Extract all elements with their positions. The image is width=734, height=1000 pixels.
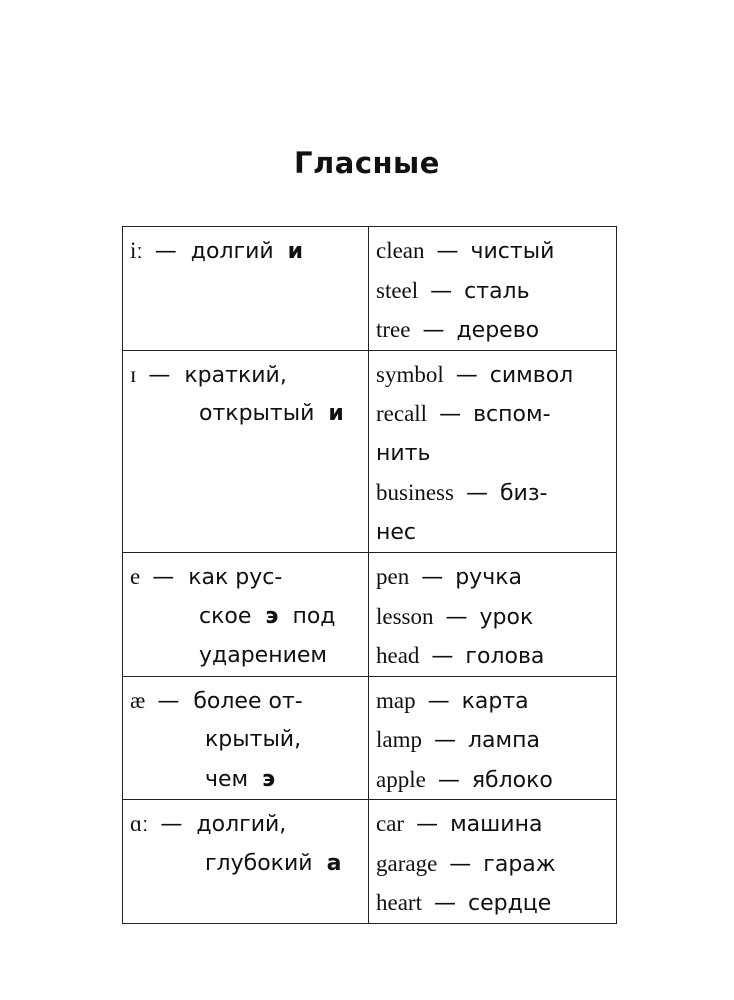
examples-cell bbox=[369, 676, 617, 800]
table-row bbox=[123, 553, 617, 677]
example-russian: голова bbox=[465, 644, 545, 669]
example-english: lesson bbox=[376, 603, 434, 629]
vowel-cell bbox=[123, 800, 369, 924]
example-russian: гараж bbox=[483, 851, 556, 877]
vowel-description: крытый, bbox=[205, 727, 302, 752]
example-line: map — карта bbox=[376, 687, 529, 714]
vowel-cell bbox=[123, 553, 369, 677]
example-line: head — голова bbox=[376, 643, 545, 669]
vowel-description-line: ɪ — краткий, bbox=[130, 361, 287, 388]
example-english: business bbox=[376, 480, 454, 505]
example-english: apple bbox=[376, 766, 426, 792]
vowel-symbol: iː bbox=[130, 238, 143, 263]
vowel-symbol: e bbox=[130, 564, 141, 589]
vowel-description-line bbox=[130, 844, 368, 884]
example-russian: нес bbox=[376, 519, 417, 545]
example-english: symbol bbox=[376, 361, 444, 387]
example-line: symbol — символ bbox=[376, 361, 574, 388]
vowel-cell bbox=[123, 676, 369, 800]
example-russian: биз- bbox=[499, 481, 548, 506]
example-russian: нить bbox=[376, 440, 431, 466]
vowel-description: долгий bbox=[190, 239, 274, 264]
example-english: head bbox=[376, 643, 420, 668]
example-line-continued bbox=[376, 434, 616, 474]
example-russian: дерево bbox=[456, 318, 540, 343]
page-title: Гласные bbox=[294, 146, 440, 180]
examples-cell bbox=[369, 227, 617, 351]
example-english: car bbox=[376, 811, 405, 836]
vowel-description: ское bbox=[199, 603, 252, 629]
russian-letter: а bbox=[326, 850, 342, 876]
vowel-description: под bbox=[292, 603, 336, 629]
example-russian: сердце bbox=[467, 891, 552, 916]
vowel-description-line: æ — более от- bbox=[130, 687, 303, 714]
vowel-description: как рус- bbox=[188, 565, 283, 590]
vowel-description-line bbox=[130, 231, 368, 271]
example-russian: сталь bbox=[464, 278, 530, 304]
example-english: heart bbox=[376, 890, 422, 915]
vowel-description: ударением bbox=[199, 643, 328, 668]
example-russian: лампа bbox=[468, 728, 541, 753]
vowel-description: более от- bbox=[193, 688, 303, 714]
table-row bbox=[123, 350, 617, 553]
vowel-description-line bbox=[130, 720, 368, 760]
table-row bbox=[123, 800, 617, 924]
example-english: clean bbox=[376, 238, 425, 263]
dash: — bbox=[154, 239, 177, 264]
vowel-description: открытый bbox=[199, 401, 315, 426]
vowel-symbol: ɑː bbox=[130, 811, 149, 836]
example-russian: символ bbox=[489, 362, 574, 388]
vowel-description: долгий, bbox=[196, 812, 287, 837]
vowel-description-line: e — как рус- bbox=[130, 564, 283, 590]
example-russian: вспом- bbox=[473, 402, 551, 427]
example-russian: яблоко bbox=[471, 767, 553, 793]
example-russian: чистый bbox=[470, 239, 555, 264]
vowel-description-line bbox=[130, 636, 368, 676]
vowels-table bbox=[122, 226, 617, 924]
russian-letter: и bbox=[287, 239, 304, 264]
table-row bbox=[123, 676, 617, 800]
examples-cell bbox=[369, 350, 617, 553]
example-line: clean — чистый bbox=[376, 238, 555, 264]
example-line-continued bbox=[376, 513, 616, 553]
russian-letter: и bbox=[328, 401, 344, 426]
vowel-description: глубокий bbox=[205, 850, 313, 876]
example-line: lesson — урок bbox=[376, 603, 534, 630]
vowel-symbol: æ bbox=[130, 687, 146, 713]
example-line: heart — сердце bbox=[376, 890, 552, 916]
vowel-description: краткий, bbox=[184, 362, 287, 388]
example-russian: машина bbox=[450, 812, 543, 837]
vowel-description-line bbox=[130, 597, 368, 637]
example-line: tree — дерево bbox=[376, 317, 540, 343]
example-line: apple — яблоко bbox=[376, 766, 553, 793]
vowel-symbol: ɪ bbox=[130, 361, 137, 387]
example-english: map bbox=[376, 687, 416, 713]
example-english: lamp bbox=[376, 727, 422, 752]
russian-letter: э bbox=[262, 766, 276, 792]
vowel-cell bbox=[123, 350, 369, 553]
examples-cell bbox=[369, 553, 617, 677]
vowel-cell bbox=[123, 227, 369, 351]
table-row bbox=[123, 227, 617, 351]
example-line: lamp — лампа bbox=[376, 727, 541, 753]
example-line: garage — гараж bbox=[376, 850, 556, 877]
example-line: recall — вспом- bbox=[376, 401, 551, 427]
vowel-description-line bbox=[130, 394, 368, 434]
example-line: business — биз- bbox=[376, 480, 548, 506]
example-line: steel — сталь bbox=[376, 277, 530, 304]
examples-cell bbox=[369, 800, 617, 924]
vowel-description: чем bbox=[205, 766, 249, 792]
example-english: pen bbox=[376, 564, 410, 589]
vowel-description-line: ɑː — долгий, bbox=[130, 811, 287, 837]
russian-letter: э bbox=[265, 603, 279, 629]
example-russian: ручка bbox=[455, 565, 522, 590]
example-russian: урок bbox=[479, 604, 534, 630]
example-english: tree bbox=[376, 317, 411, 342]
example-russian: карта bbox=[461, 688, 529, 714]
example-english: recall bbox=[376, 401, 428, 426]
example-english: garage bbox=[376, 850, 438, 876]
example-line: car — машина bbox=[376, 811, 543, 837]
example-line: pen — ручка bbox=[376, 564, 522, 590]
example-english: steel bbox=[376, 277, 419, 303]
vowel-description-line bbox=[130, 760, 368, 800]
